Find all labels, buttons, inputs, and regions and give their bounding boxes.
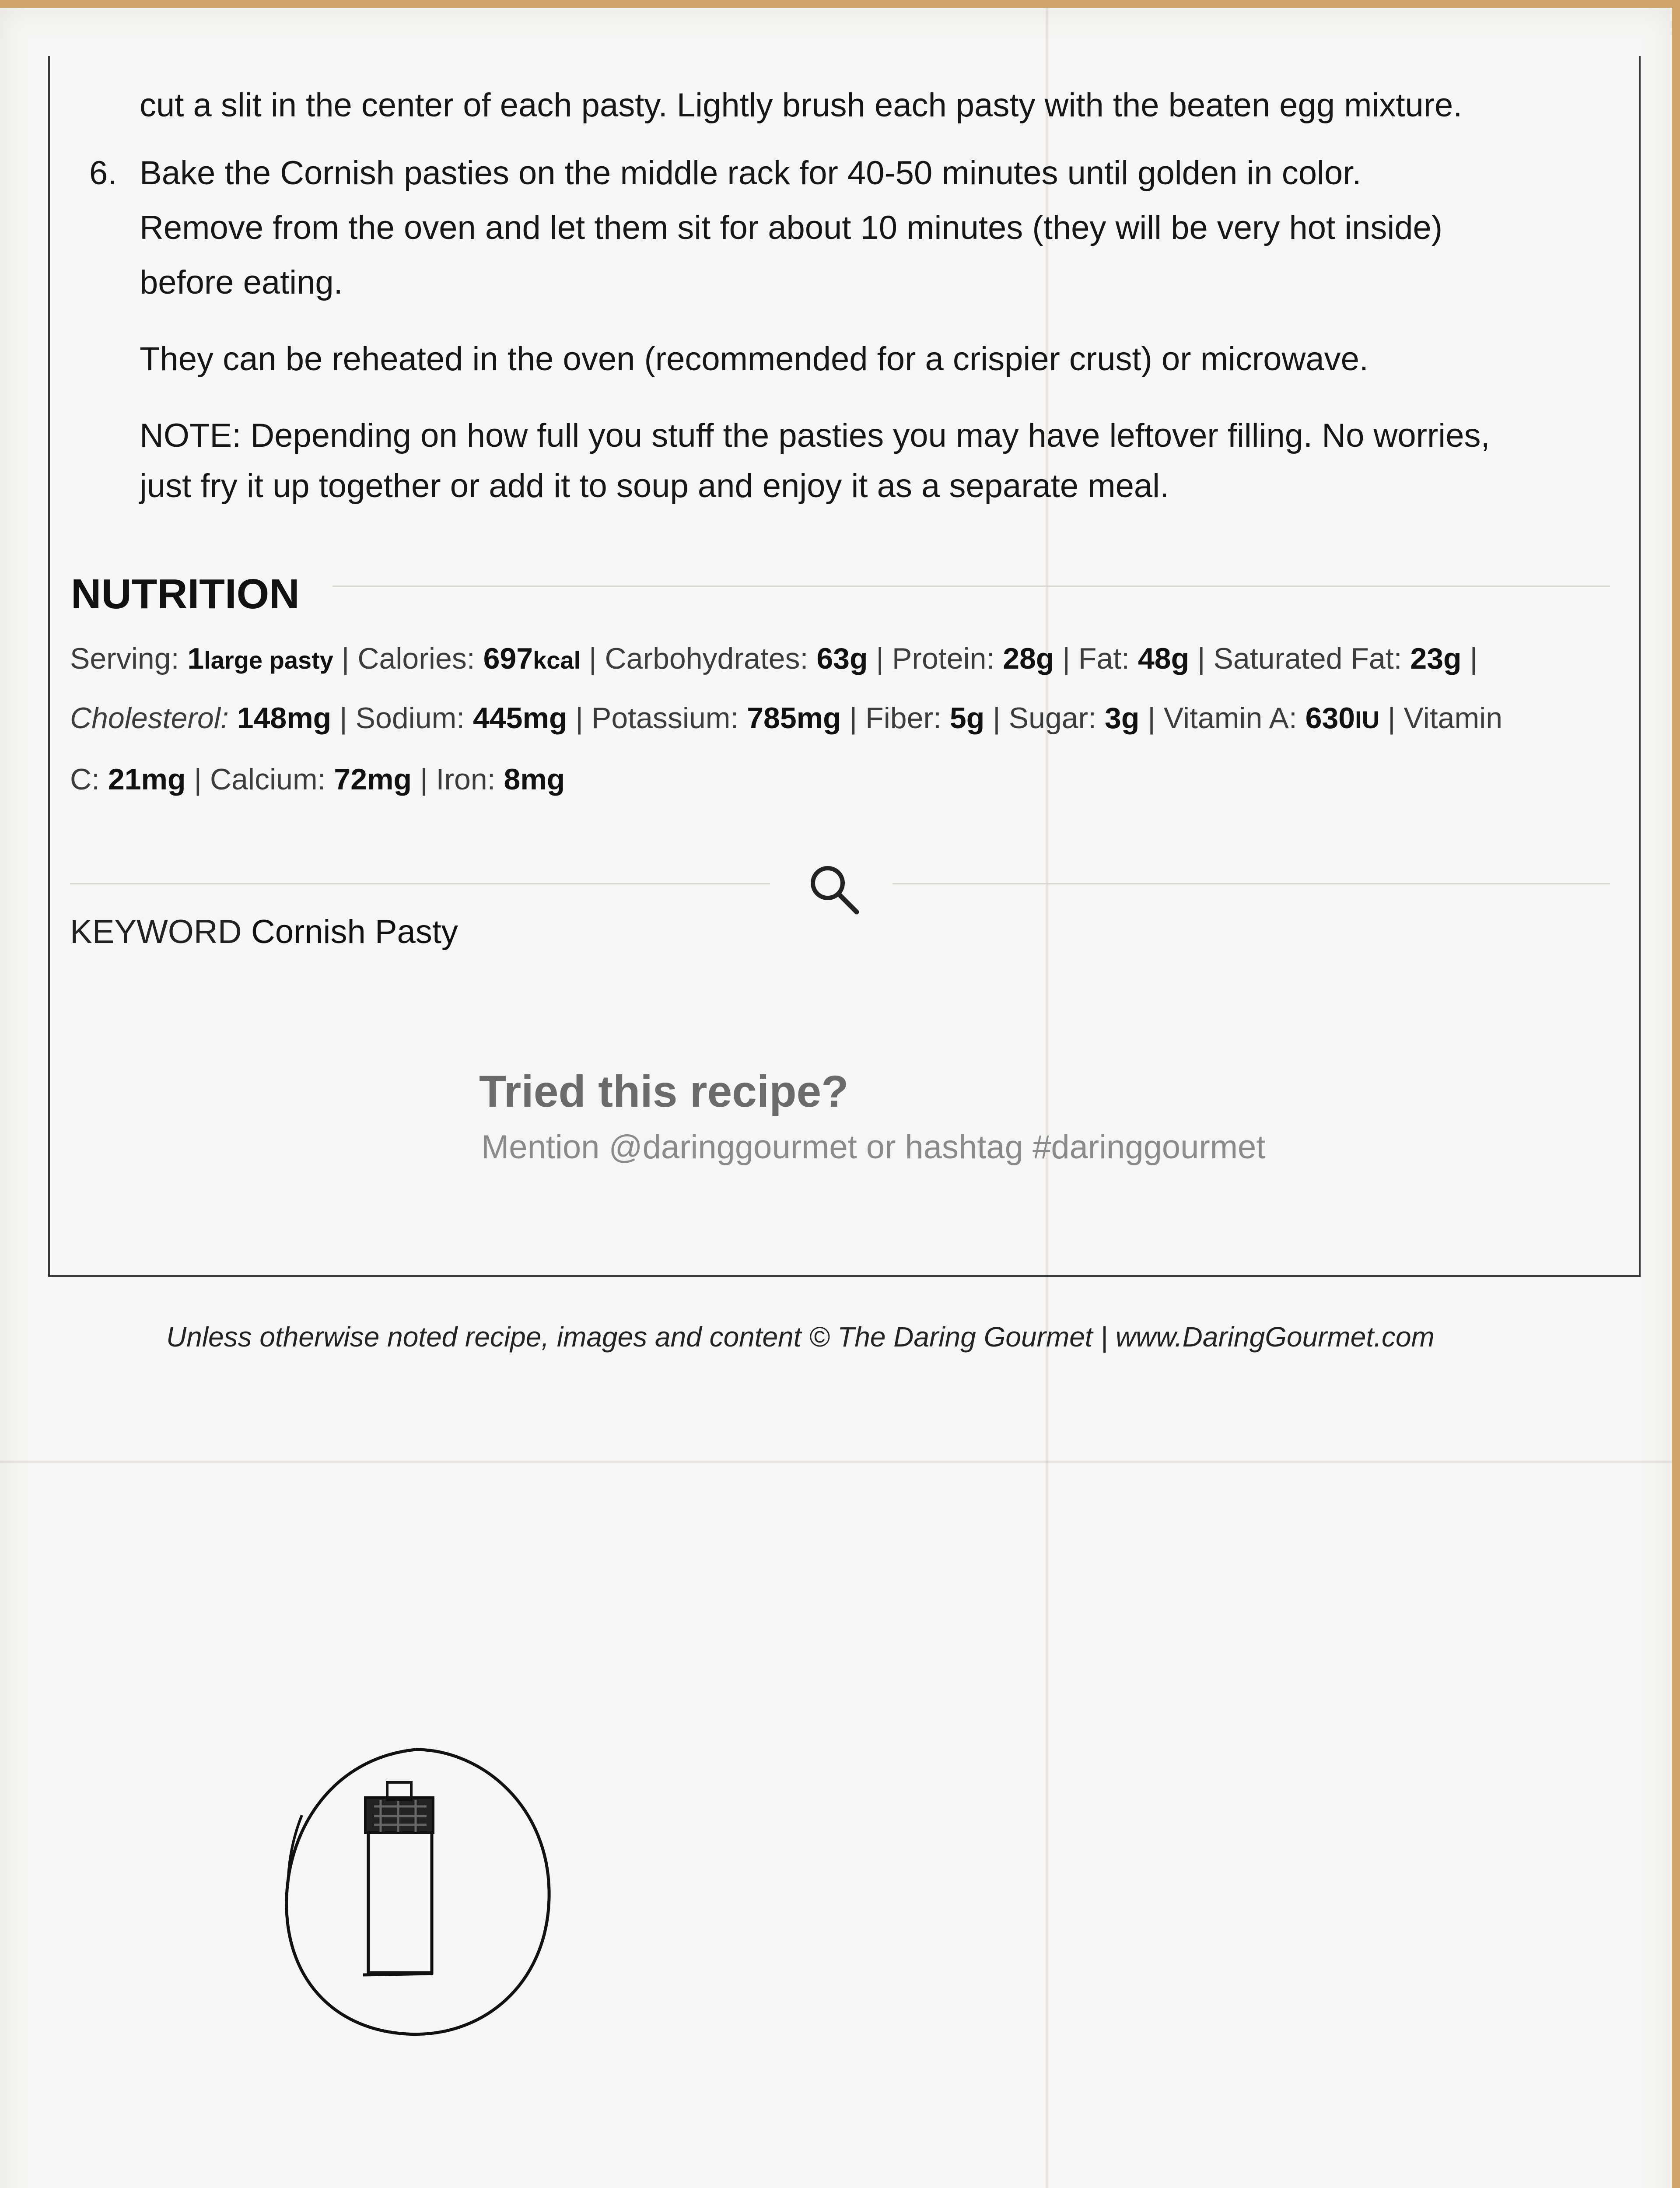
step6-line3: before eating. — [140, 264, 343, 301]
step5-continued: cut a slit in the center of each pasty. Lightly brush each pasty with the beaten egg mixture. — [140, 87, 1463, 124]
paper-fold — [0, 1461, 1672, 1463]
keyword-divider-left — [70, 883, 770, 884]
nutrition-line-3: C: 21mg | Calcium: 72mg | Iron: 8mg — [70, 763, 565, 796]
keyword-divider-right — [892, 883, 1610, 884]
reheat-text: They can be reheated in the oven (recommended for a crispier crust) or microwave. — [140, 340, 1369, 378]
tried-recipe-title: Tried this recipe? — [479, 1066, 849, 1116]
copyright-footer: Unless otherwise noted recipe, images and content © The Daring Gourmet | www.DaringGourmet.com — [166, 1321, 1435, 1353]
note-line1: NOTE: Depending on how full you stuff the pasties you may have leftover filling. No worries, — [140, 417, 1490, 454]
tried-recipe-mention: Mention @daringgourmet or hashtag #daringgourmet — [481, 1129, 1266, 1166]
nutrition-divider — [332, 586, 1610, 587]
salt-shaker-sketch-icon — [276, 1741, 556, 2047]
step6-line1: Bake the Cornish pasties on the middle rack for 40-50 minutes until golden in color. — [140, 154, 1362, 192]
step6-line2: Remove from the oven and let them sit for about 10 minutes (they will be very hot inside) — [140, 209, 1443, 246]
note-line2: just fry it up together or add it to soup and enjoy it as a separate meal. — [140, 467, 1169, 505]
keyword-row — [70, 913, 458, 951]
printed-page — [0, 8, 1672, 2188]
step6-number: 6. — [89, 154, 117, 192]
nutrition-line-1: Serving: 1large pasty | Calories: 697kcal | Carbohydrates: 63g | Protein: 28g | Fat: 48g | Saturated Fat: 23g | — [70, 642, 1478, 675]
nutrition-line-2: Cholesterol: 148mg | Sodium: 445mg | Potassium: 785mg | Fiber: 5g | Sugar: 3g | Vitamin A: 630IU | Vitamin — [70, 701, 1503, 735]
keyword-value: Cornish Pasty — [251, 913, 458, 950]
nutrition-heading: NUTRITION — [71, 571, 300, 617]
keyword-label: KEYWORD — [70, 913, 242, 950]
search-icon[interactable] — [805, 860, 862, 917]
